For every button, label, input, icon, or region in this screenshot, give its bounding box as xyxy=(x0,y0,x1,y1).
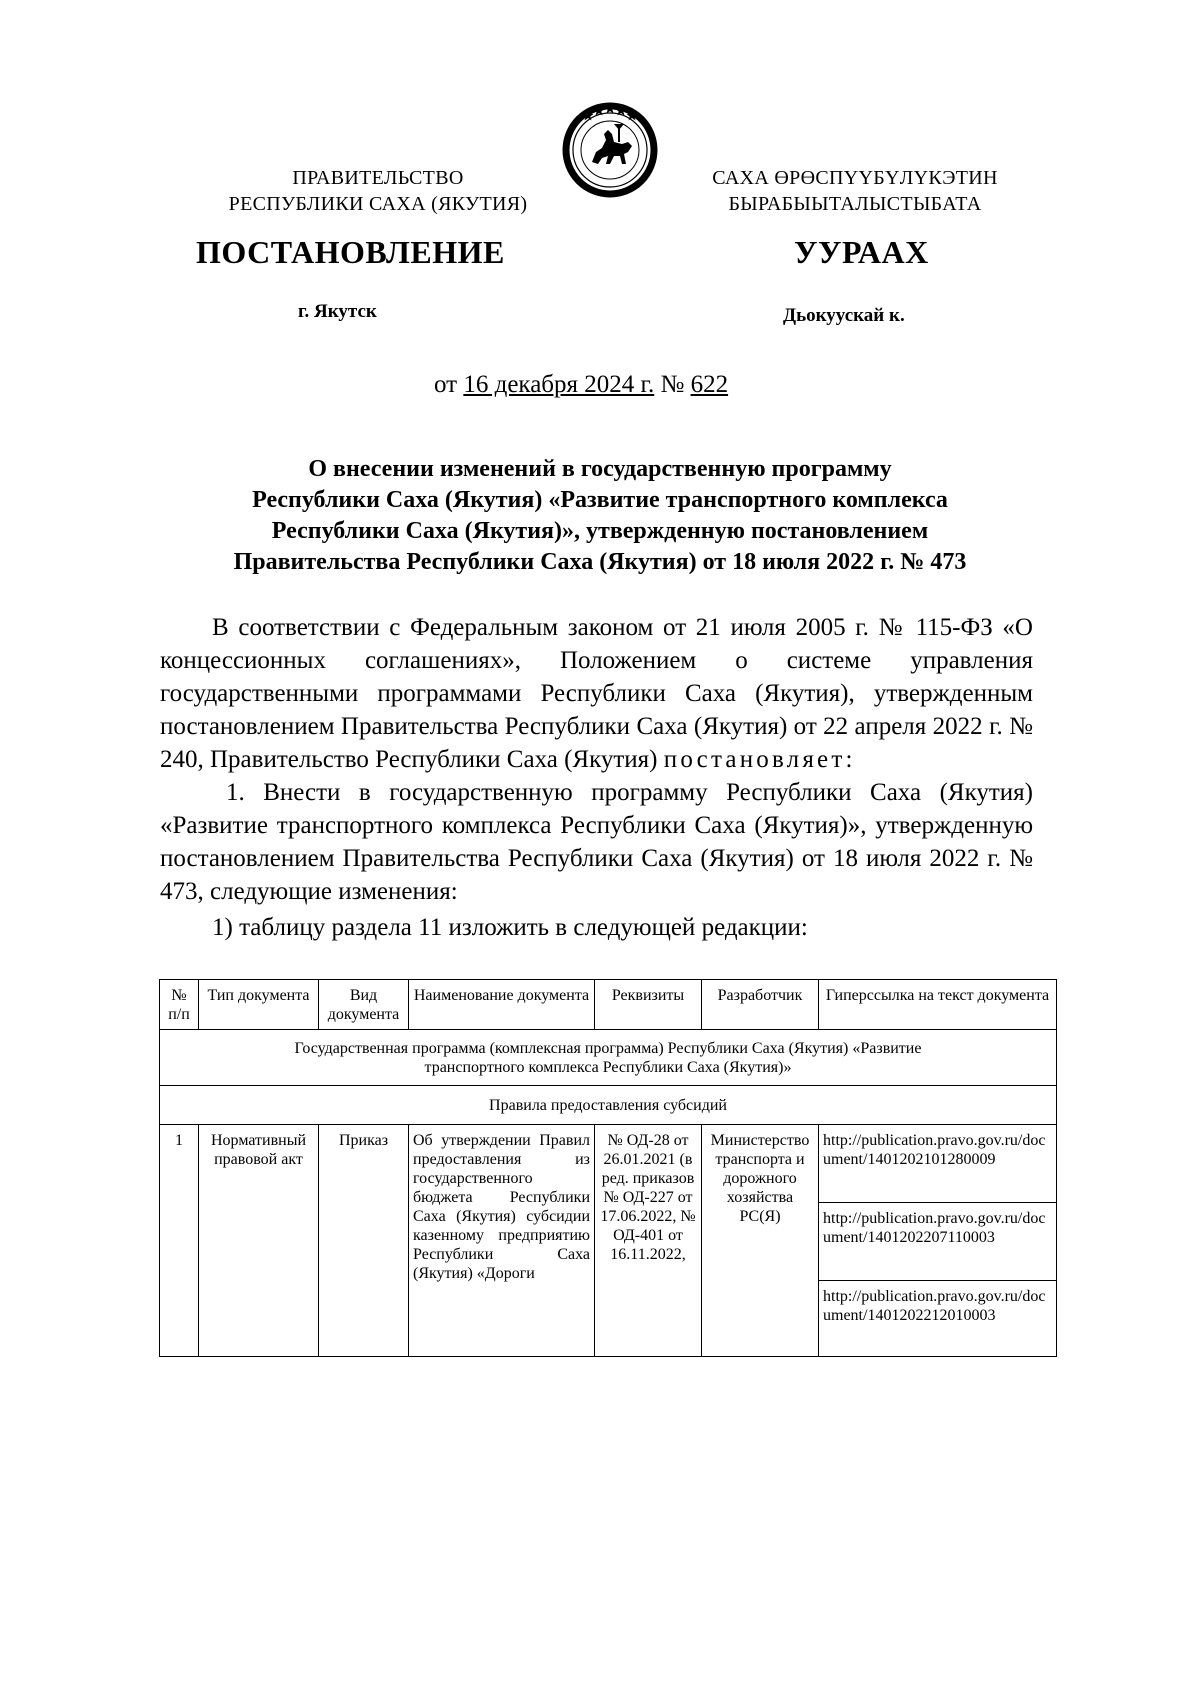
document-number: 622 xyxy=(690,371,729,398)
subject-line: Правительства Республики Саха (Якутия) от 18 июля 2022 г. № 473 xyxy=(233,549,967,575)
decree-word: постановляет: xyxy=(663,746,856,773)
document-title-russian: ПОСТАНОВЛЕНИЕ xyxy=(196,234,505,270)
city-sakha: Дьокуускай к. xyxy=(783,305,905,326)
document-link[interactable]: http://publication.pravo.gov.ru/document/1401202101280009 xyxy=(823,1132,1046,1168)
document-link[interactable]: http://publication.pravo.gov.ru/document/1401202212010003 xyxy=(823,1288,1046,1324)
org-name-line: САХА ӨРӨСПҮҮБҮЛҮКЭТИН xyxy=(712,167,998,189)
document-title-sakha: УУРААХ xyxy=(794,234,929,270)
table-row xyxy=(160,1125,1057,1203)
column-header: № п/п xyxy=(160,980,199,1030)
document-name-cell: Об утверждении Правил предоставления из государственного бюджета Республики Саха (Якутия) субсидии казенному предприятию Республики Саха (Якутия) «Дороги xyxy=(409,1125,595,1357)
section-program-cell: Государственная программа (комплексная программа) Республики Саха (Якутия) «Развитие транспортного комплекса Республики Саха (Якутия)» xyxy=(160,1030,1057,1086)
subject-line: Республики Саха (Якутия) «Развитие транспортного комплекса xyxy=(252,487,948,513)
clause-1-subitem-paragraph: 1) таблицу раздела 11 изложить в следующей редакции: xyxy=(212,914,808,941)
subject-line: О внесении изменений в государственную программу xyxy=(308,456,892,482)
org-name-line: ПРАВИТЕЛЬСТВО xyxy=(292,167,464,189)
org-name-russian xyxy=(178,165,578,217)
document-type-cell: Нормативный правовой акт xyxy=(199,1125,319,1357)
column-header: Гиперссылка на текст документа xyxy=(819,980,1057,1030)
documents-table xyxy=(159,979,1057,1357)
org-name-line: РЕСПУБЛИКИ САХА (ЯКУТИЯ) xyxy=(228,193,528,215)
column-header: Тип документа xyxy=(199,980,319,1030)
org-name-sakha xyxy=(700,165,1010,217)
column-header: Вид документа xyxy=(319,980,409,1030)
column-header: Реквизиты xyxy=(595,980,702,1030)
city-russian: г. Якутск xyxy=(298,301,377,322)
document-date: 16 декабря 2024 г. xyxy=(463,371,655,398)
preamble-paragraph xyxy=(160,611,1033,776)
table-header-row xyxy=(160,980,1057,1030)
developer-cell: Министерство транспорта и дорожного хозяйства РС(Я) xyxy=(702,1125,819,1357)
column-header: Наименование документа xyxy=(409,980,595,1030)
table-section-row xyxy=(160,1086,1057,1125)
document-date-line xyxy=(434,371,728,399)
document-kind-cell: Приказ xyxy=(319,1125,409,1357)
preamble-text: В соответствии с Федеральным законом от 21 июля 2005 г. № 115-ФЗ «О концессионных соглашениях», Положением о системе управления государственными программами Республики Саха (Якутия), утвержденным постановлением Правительства Республики Саха (Якутия) от 22 апреля 2022 г. № 240, Правительство Республики Саха (Якутия) xyxy=(160,614,1033,773)
hyperlink-cell xyxy=(819,1281,1057,1357)
requisites-cell: № ОД-28 от 26.01.2021 (в ред. приказов № ОД-227 от 17.06.2022, № ОД-401 от 16.11.2022, xyxy=(595,1125,702,1357)
table-section-row xyxy=(160,1030,1057,1086)
row-number-cell: 1 xyxy=(160,1125,199,1357)
section-rules-cell: Правила предоставления субсидий xyxy=(160,1086,1057,1125)
document-link[interactable]: http://publication.pravo.gov.ru/document/1401202207110003 xyxy=(823,1210,1046,1246)
hyperlink-cell xyxy=(819,1203,1057,1281)
hyperlink-cell xyxy=(819,1125,1057,1203)
clause-1-paragraph: 1. Внести в государственную программу Республики Саха (Якутия) «Развитие транспортного комплекса Республики Саха (Якутия)», утвержденную постановлением Правительства Республики Саха (Якутия) от 18 июля 2022 г. № 473, следующие изменения: xyxy=(160,779,1033,905)
subject-line: Республики Саха (Якутия)», утвержденную постановлением xyxy=(271,518,929,544)
document-subject xyxy=(150,454,1050,578)
date-prefix: от xyxy=(434,371,458,398)
column-header: Разработчик xyxy=(702,980,819,1030)
org-name-line: БЫРАБЫЫТАЛЫСТЫБАТА xyxy=(728,193,982,215)
number-sign: № xyxy=(660,371,685,398)
coat-of-arms-emblem xyxy=(558,96,662,200)
